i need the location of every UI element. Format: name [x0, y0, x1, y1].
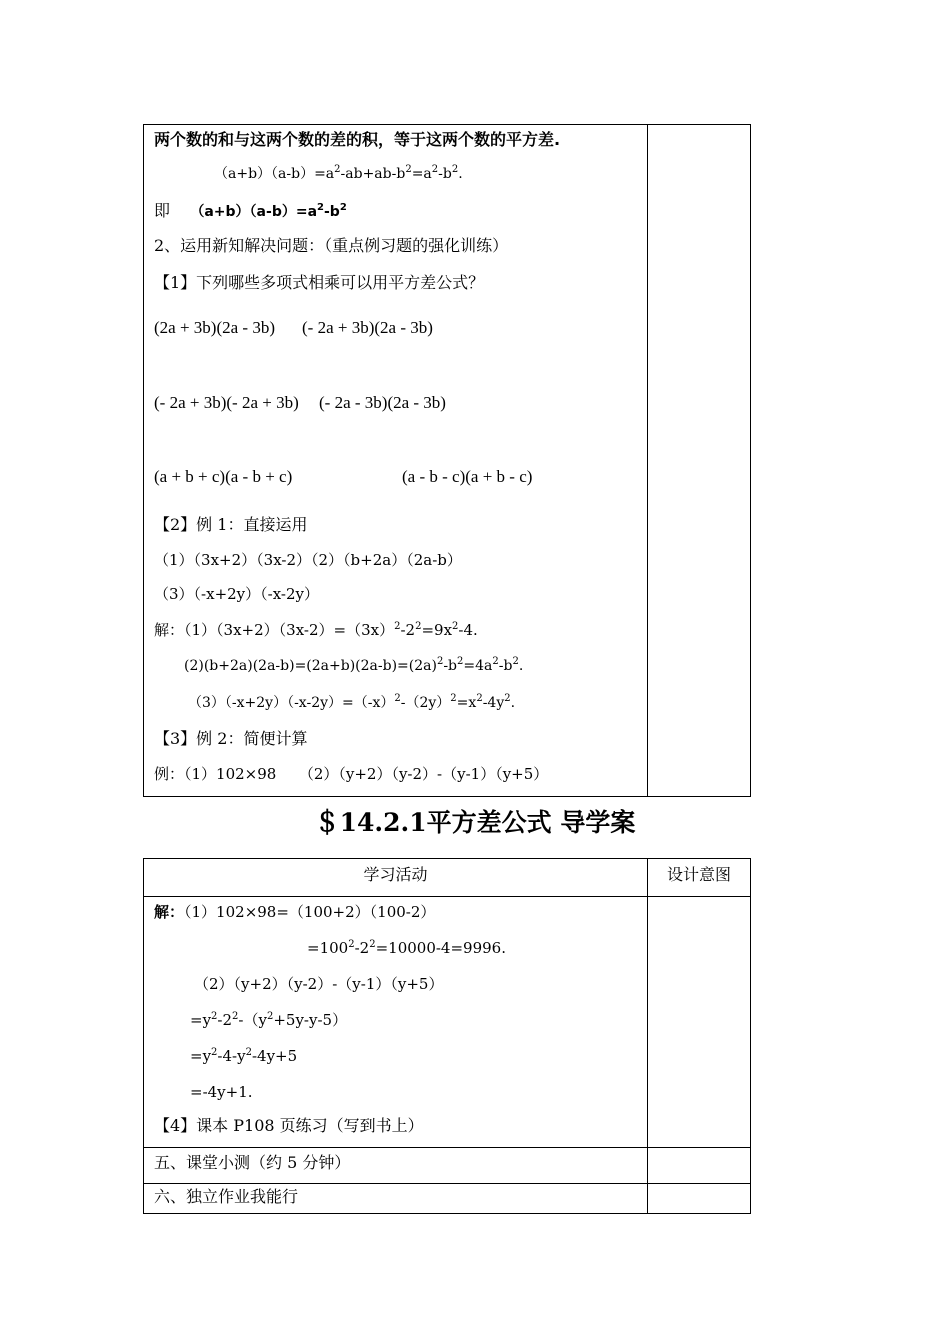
exercise-4: 【4】课本 P108 页练习（写到书上）: [154, 1116, 424, 1135]
example-1-heading: 【2】例 1：直接运用: [154, 515, 308, 534]
example-2-problems: 例：（1）102×98 （2）（y+2）（y-2）-（y-1）（y+5）: [154, 765, 549, 783]
expr-1b: (- 2a + 3b)(2a - 3b): [302, 318, 433, 337]
header-intent: 设计意图: [648, 859, 751, 897]
upper-table: [143, 124, 751, 797]
lower-intent-cell: [648, 897, 751, 1148]
question-1: 【1】下列哪些多项式相乘可以用平方差公式？: [154, 273, 485, 292]
quiz-intent-cell: [648, 1148, 751, 1184]
homework-intent-cell: [648, 1184, 751, 1214]
upper-activity-cell: [144, 125, 648, 797]
expr-2b: (- 2a - 3b)(2a - 3b): [319, 393, 446, 412]
formula-summary: 即 $(a+b)(a-b)=a^2-b^2$: [154, 201, 347, 220]
solution-3: $(3)(-x+2y)(-x-2y)=(-x)^2-(2y)^2=x^2-4y^2$.: [188, 693, 516, 711]
expr-2a: (- 2a + 3b)(- 2a + 3b): [154, 393, 299, 412]
solution-ex2-1-result: $=100^2-2^2=10000-4=9996$.: [307, 939, 506, 957]
expr-1a: (2a + 3b)(2a - 3b): [154, 318, 275, 337]
example-1-problems: （1）（3x+2）（3x-2）（2）（b+2a）（2a-b）: [154, 551, 462, 569]
solution-ex2-2-result: =-4y+1.: [190, 1083, 253, 1101]
section-apply-heading: 2、运用新知解决问题：（重点例习题的强化训练）: [154, 236, 509, 255]
quiz-row: [144, 1148, 648, 1184]
formula-statement: 两个数的和与这两个数的差的积，等于这两个数的平方差.: [154, 130, 561, 149]
header-activity: 学习活动: [144, 859, 648, 897]
solution-1: 解：$(1)(3x+2)(3x-2)=(3x)^2-2^2=9x^2-4$.: [154, 621, 478, 639]
page-title: ＄14.2.1平方差公式 导学案: [314, 808, 636, 837]
solution-ex2-2-step1: $=y^2-2^2-(y^2+5y-y-5)$: [190, 1011, 348, 1029]
solution-ex2-2-step2: $=y^2-4-y^2-4y+5$: [190, 1047, 298, 1065]
formula-derivation: $(a+b)(a-b)=a^2-ab+ab-b^2=a^2-b^2$.: [214, 164, 463, 182]
example-2-heading: 【3】例 2：简便计算: [154, 729, 308, 748]
expr-3a: (a + b + c)(a - b + c): [154, 467, 293, 486]
solution-2: $(2)(b+2a)(2a-b)=(2a+b)(2a-b)=(2a)^2-b^2=4a^2-b^2$.: [184, 656, 524, 674]
expr-3b: (a - b - c)(a + b - c): [402, 467, 533, 486]
homework-label: 六、独立作业我能行: [154, 1187, 299, 1206]
lower-activity-cell: [144, 897, 648, 1148]
solution-ex2-2: （2）（y+2）（y-2）-（y-1）（y+5）: [194, 975, 444, 993]
solution-ex2-1: 解：（1）102×98=（100+2）（100-2）: [154, 903, 436, 921]
upper-intent-cell: [648, 125, 751, 797]
quiz-label: 五、课堂小测（约 5 分钟）: [154, 1153, 351, 1172]
lower-table: [143, 858, 751, 1214]
homework-row: [144, 1184, 648, 1214]
example-1-problem-3: （3）（-x+2y）（-x-2y）: [154, 585, 320, 603]
